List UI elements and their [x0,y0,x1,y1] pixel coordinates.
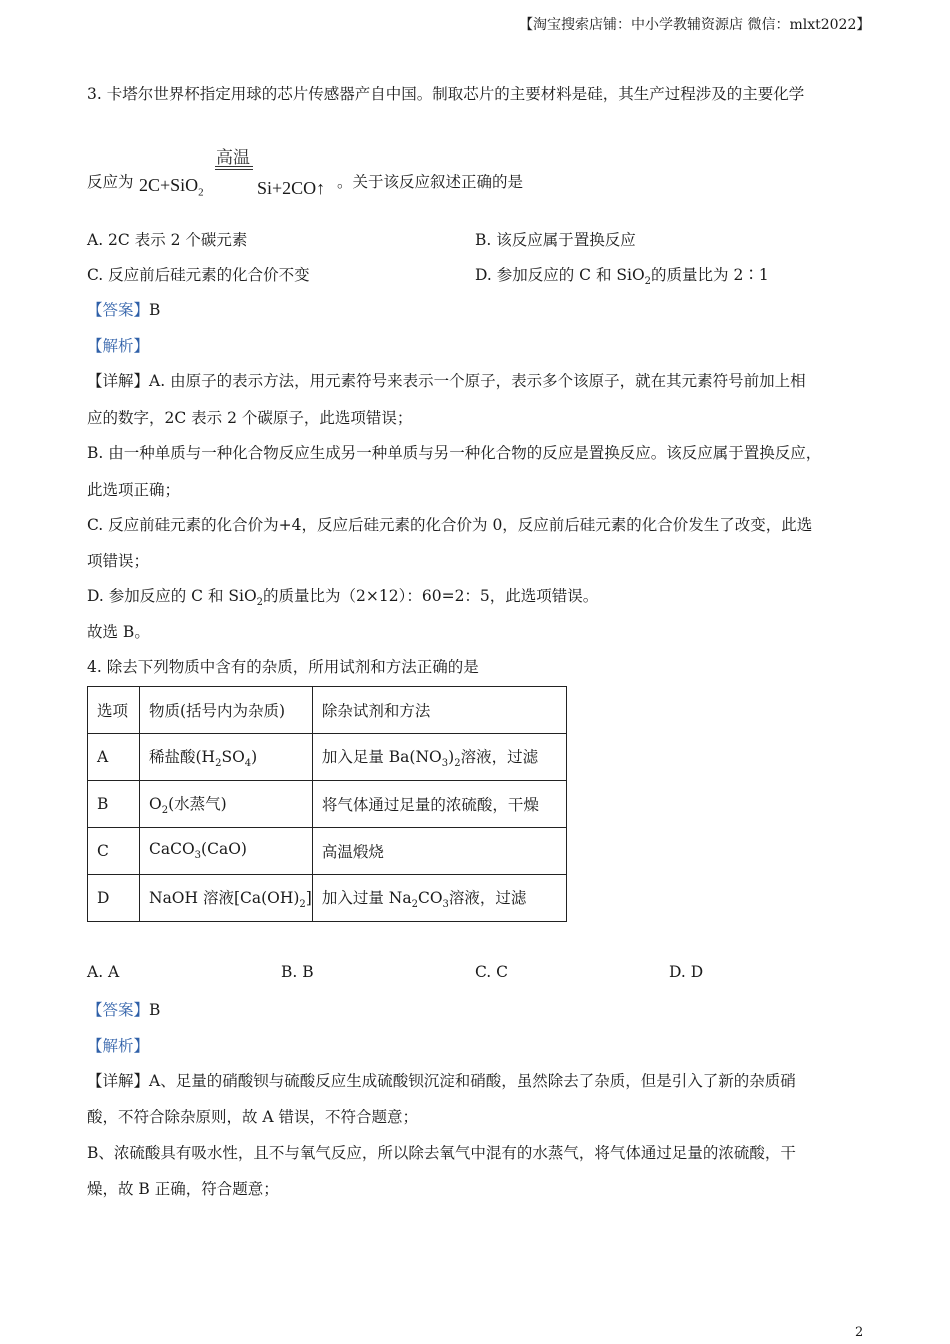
table-cell-substance: $O_2$(水蒸气) [140,781,313,828]
table-cell-option: A [88,734,140,781]
table-cell-substance: CaCO$_3$(CaO) [140,828,313,875]
table-cell-option: D [88,875,140,922]
q3-option-a: A. 2C 表示 2 个碳元素 [87,231,248,249]
table-cell-substance: NaOH 溶液$[Ca(OH)_2]$ [140,875,313,922]
table-cell-method: 加入足量 $Ba(NO_3)_2$溶液，过滤 [312,734,566,781]
table-row [88,828,567,875]
table-cell-method: 将气体通过足量的浓硫酸，干燥 [312,781,566,828]
q4-option-d: D. D [669,963,704,981]
table-row [88,781,567,828]
q3-conclusion: 故选 B。 [87,623,150,641]
table-cell-method: 加入过量 $Na_2CO_3$溶液，过滤 [312,875,566,922]
table-cell-substance: 稀盐酸$(H_2SO_4)$ [140,734,313,781]
q3-detail-b-line2: 此选项正确； [87,481,181,499]
q4-option-a: A. A [87,963,120,981]
q4-detail-b-line2: 燥，故 B 正确，符合题意； [87,1180,279,1198]
table-row [88,734,567,781]
table-header-cell: 物质(括号内为杂质) [140,687,313,734]
q3-detail-c-line2: 项错误； [87,552,150,570]
q3-detail-a-line2: 应的数字，2C 表示 2 个碳原子，此选项错误； [87,409,413,427]
q3-equation-arrow-line2 [215,169,253,170]
page-number: 2 [855,1325,864,1340]
q3-equation-reactants: 2C+SiO$_2$ [139,175,204,199]
table-row [88,875,567,922]
q3-option-d: D. 参加反应的 C 和 SiO$_2$的质量比为 2∶1 [475,266,769,288]
table-cell-method: 高温煅烧 [312,828,566,875]
q3-detail-b-line1: B. 由一种单质与一种化合物反应生成另一种单质与另一种化合物的反应是置换反应。该反应属于置换反应， [87,444,822,462]
table-header-row [88,687,567,734]
q4-analysis-label: 【解析】 [87,1037,150,1055]
q3-option-b: B. 该反应属于置换反应 [475,231,636,249]
q3-analysis-label: 【解析】 [87,337,150,355]
q3-option-c: C. 反应前后硅元素的化合价不变 [87,266,310,284]
q3-answer: 【答案】B [87,301,161,319]
q3-detail-a-line1: 【详解】A. 由原子的表示方法，用元素符号来表示一个原子，表示多个该原子，就在其元素符号前加上相 [87,372,806,390]
table-cell-option: C [88,828,140,875]
q3-equation-condition: 高温 [216,148,250,168]
q3-detail-d: D. 参加反应的 C 和 SiO$_2$的质量比为（2×12）：60=2：5，此选项错误。 [87,587,599,609]
q3-equation-arrow-line1 [215,166,253,167]
q4-detail-b-line1: B、浓硫酸具有吸水性，且不与氧气反应，所以除去氧气中混有的水蒸气，将气体通过足量的浓硫酸，干 [87,1144,796,1162]
q4-detail-a-line2: 酸，不符合除杂原则，故 A 错误，不符合题意； [87,1108,419,1126]
q3-equation-products: Si+2CO↑ [257,178,326,198]
q3-stem-prefix: 反应为 [87,173,134,191]
q4-option-c: C. C [475,963,509,981]
table-cell-option: B [88,781,140,828]
q4-answer: 【答案】B [87,1001,161,1019]
q4-options-table [87,686,567,922]
q4-detail-a-line1: 【详解】A、足量的硝酸钡与硫酸反应生成硫酸钡沉淀和硝酸，虽然除去了杂质，但是引入了新的杂质硝 [87,1072,796,1090]
q3-stem-suffix: 。关于该反应叙述正确的是 [337,173,524,191]
q3-detail-c-line1: C. 反应前硅元素的化合价为+4，反应后硅元素的化合价为 0，反应前后硅元素的化合价发生了改变，此选 [87,516,813,534]
table-header-cell: 除杂试剂和方法 [312,687,566,734]
q4-option-b: B. B [281,963,314,981]
table-header-cell: 选项 [88,687,140,734]
q4-stem: 4. 除去下列物质中含有的杂质，所用试剂和方法正确的是 [87,658,479,676]
q3-stem-line1: 3. 卡塔尔世界杯指定用球的芯片传感器产自中国。制取芯片的主要材料是硅，其生产过程涉及的主要化学 [87,85,805,103]
page-header: 【淘宝搜索店铺：中小学教辅资源店 微信：mlxt2022】 [519,17,871,33]
